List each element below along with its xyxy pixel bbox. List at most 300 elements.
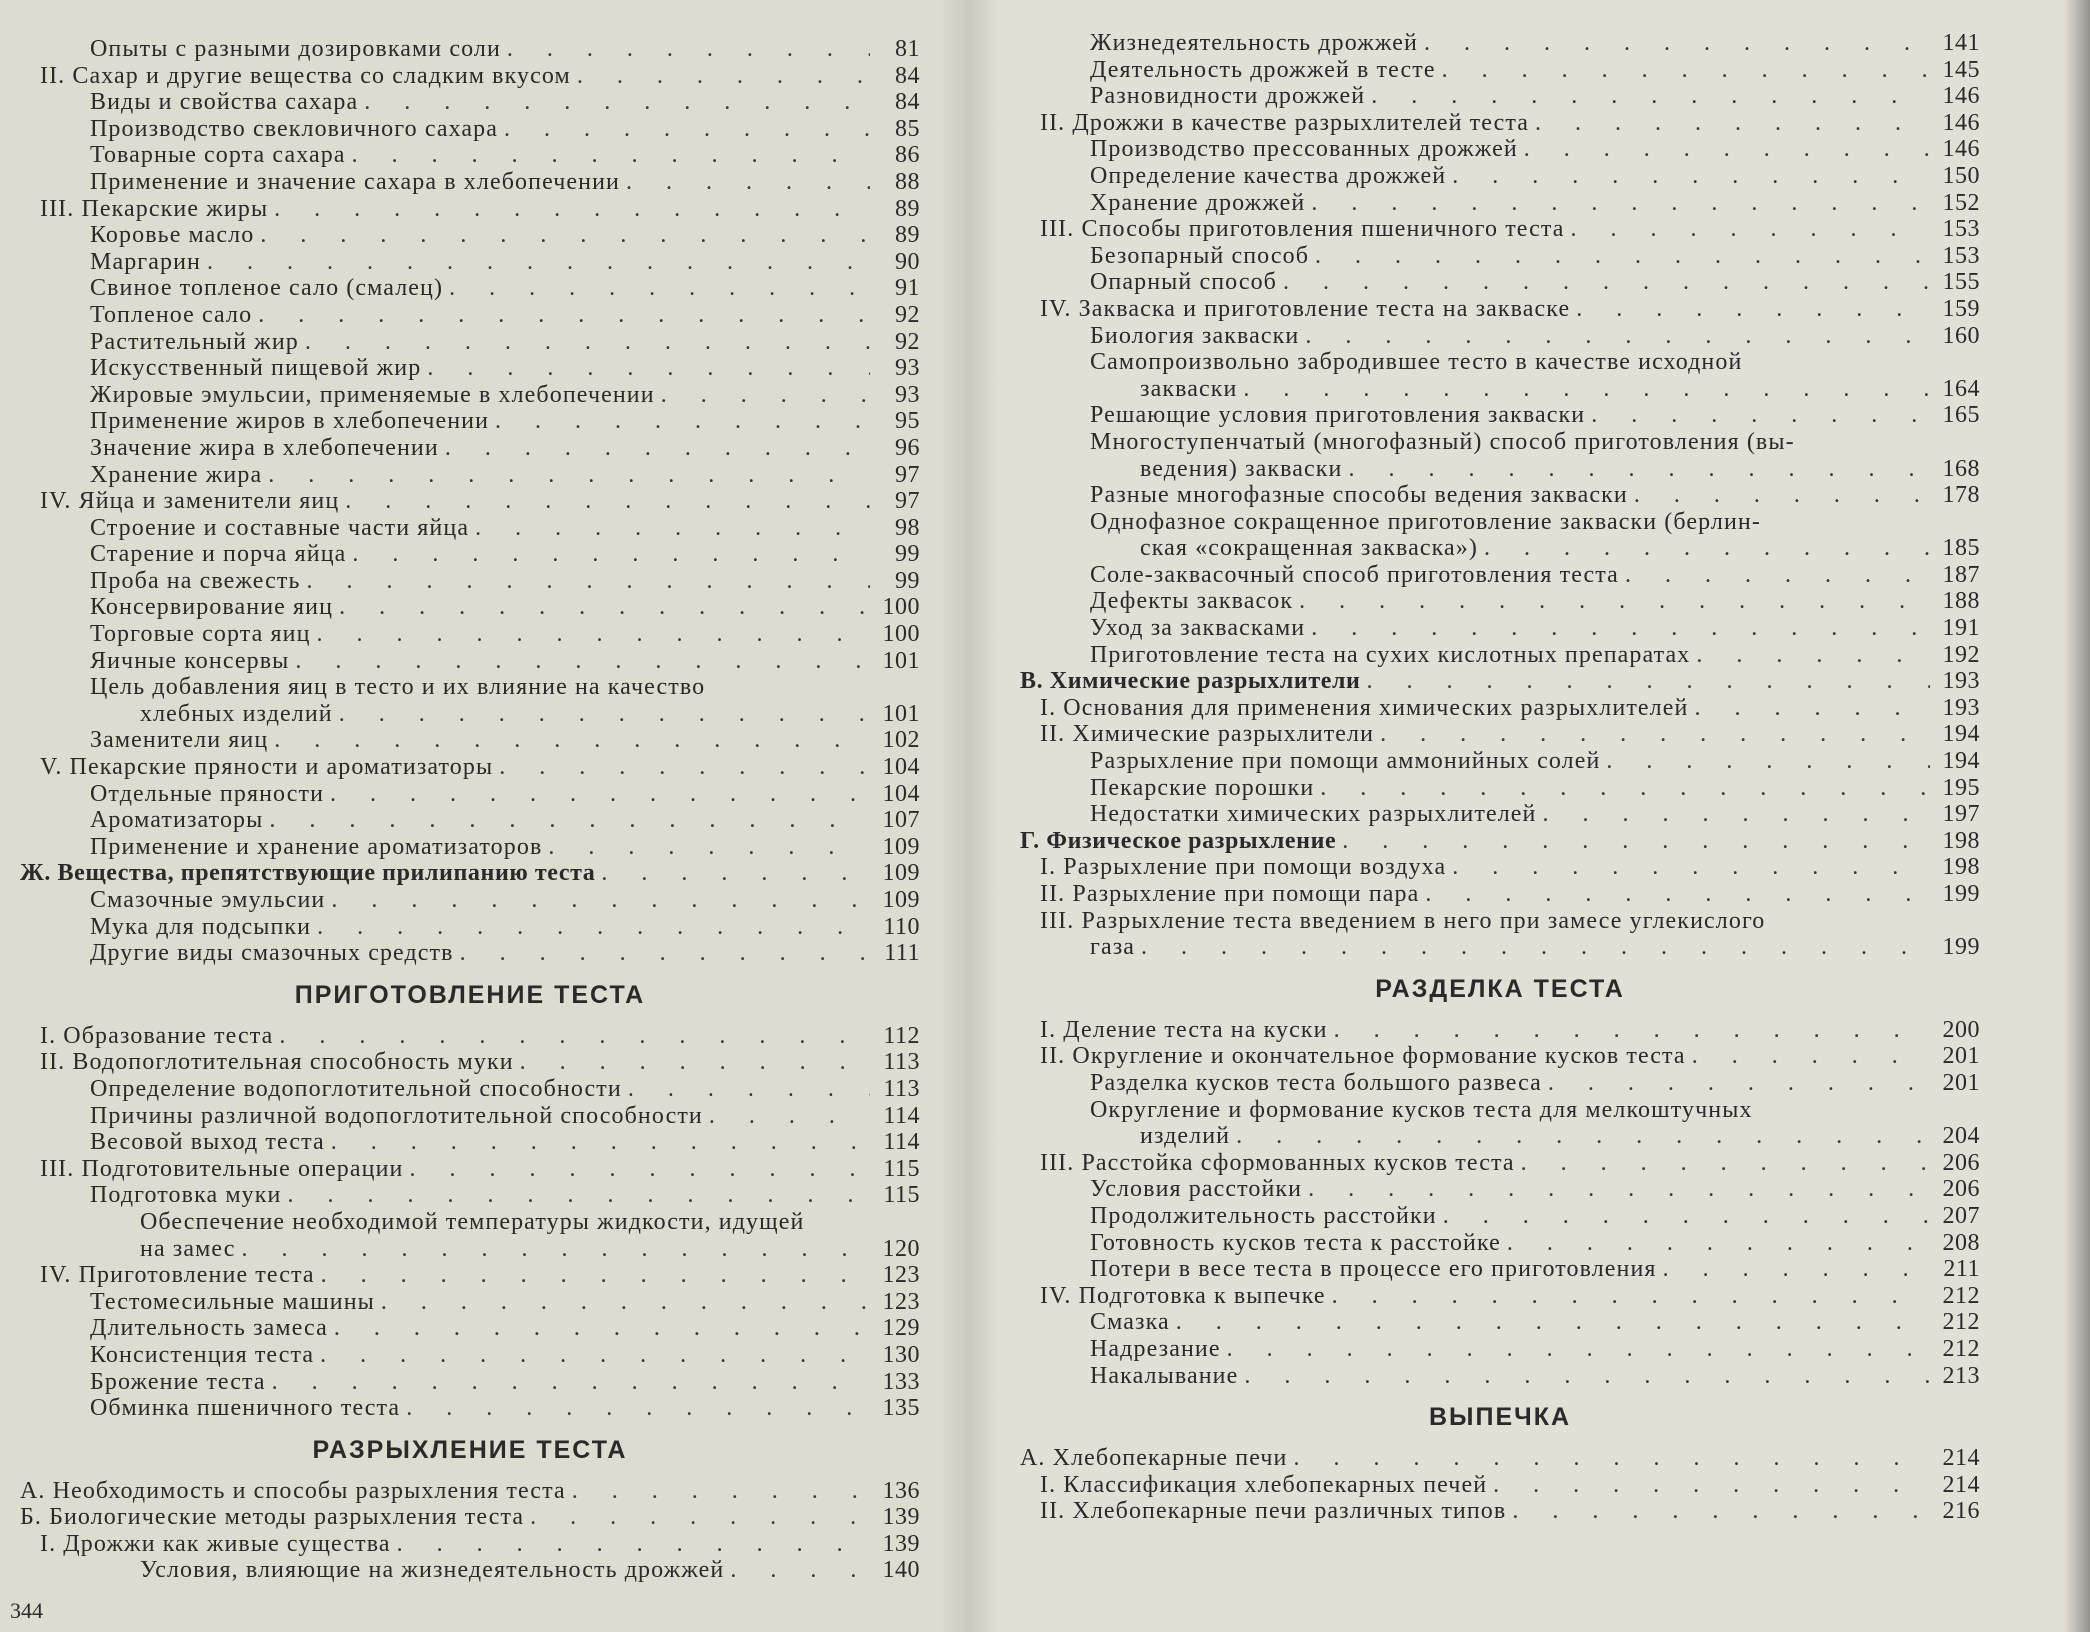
toc-entry <box>1020 934 1980 961</box>
toc-entry-title: Причины различной водопоглотительной способности <box>90 1102 703 1129</box>
toc-entry-title: А. Хлебопекарные печи <box>1020 1445 1288 1472</box>
toc-entry <box>20 488 920 515</box>
toc-entry-page: 212 <box>1942 1309 1980 1336</box>
dot-leader <box>628 1076 870 1103</box>
toc-entry-title: Б. Биологические методы разрыхления теста <box>20 1504 525 1531</box>
toc-entry-title: Опыты с разными дозировками соли <box>90 36 501 62</box>
toc-entry-title: Топленое сало <box>90 301 253 328</box>
toc-right <box>1020 30 1980 1525</box>
toc-entry-title: Биология закваски <box>1090 322 1300 349</box>
toc-entry-title: закваски <box>1140 375 1238 402</box>
toc-entry-page: 198 <box>1942 854 1980 881</box>
toc-entry <box>1020 1256 1980 1283</box>
toc-entry-page: 159 <box>1942 295 1980 322</box>
toc-entry-page: 133 <box>882 1368 920 1395</box>
toc-entry-title: IV. Приготовление теста <box>40 1262 315 1289</box>
toc-entry-page: 165 <box>1942 402 1980 429</box>
dot-leader <box>504 116 870 143</box>
dot-leader <box>397 1531 870 1558</box>
right-page <box>960 0 2090 1632</box>
toc-entry <box>20 674 920 701</box>
toc-entry-page: 86 <box>895 142 920 169</box>
toc-entry <box>20 1182 920 1209</box>
toc-entry <box>20 568 920 595</box>
toc-entry <box>20 1236 920 1263</box>
toc-entry-page: 197 <box>1942 801 1980 828</box>
toc-entry-page: 104 <box>882 780 920 807</box>
toc-entry <box>1020 642 1980 669</box>
toc-entry-page: 207 <box>1942 1202 1980 1229</box>
toc-entry-title: Значение жира в хлебопечении <box>90 434 439 461</box>
toc-entry-title: Применение и значение сахара в хлебопечении <box>90 168 620 195</box>
toc-entry-title: Производство свекловичного сахара <box>90 115 499 142</box>
toc-entry <box>20 648 920 675</box>
toc-entry-page: 212 <box>1942 1282 1980 1309</box>
toc-entry <box>20 860 920 887</box>
toc-entry-page: 130 <box>882 1341 920 1368</box>
toc-entry-title: Самопроизвольно забродившее тесто в качестве исходной <box>1090 349 1743 376</box>
toc-entry-title: Г. Физическое разрыхление <box>1020 827 1337 854</box>
toc-entry <box>20 275 920 302</box>
toc-entry-page: 114 <box>883 1129 920 1156</box>
toc-left <box>20 36 920 1584</box>
dot-leader <box>334 1315 870 1342</box>
toc-entry-title: Консервирование яиц <box>90 594 334 621</box>
toc-entry-title: Виды и свойства сахара <box>90 89 359 116</box>
dot-leader <box>572 1478 870 1505</box>
toc-entry <box>1020 1363 1980 1390</box>
toc-entry-title: Накалывание <box>1090 1362 1239 1389</box>
toc-entry-title: Решающие условия приготовления закваски <box>1090 402 1586 429</box>
toc-entry-page: 100 <box>882 594 920 621</box>
toc-entry-title: Старение и порча яйца <box>90 541 347 568</box>
dot-leader <box>1320 775 1930 802</box>
toc-entry <box>20 1478 920 1505</box>
dot-leader <box>381 1289 870 1316</box>
dot-leader <box>1694 695 1930 722</box>
toc-entry-page: 123 <box>882 1288 920 1315</box>
toc-entry <box>20 382 920 409</box>
dot-leader <box>1571 216 1930 243</box>
toc-entry <box>20 355 920 382</box>
toc-entry-page: 191 <box>1942 615 1980 642</box>
toc-entry-title: Многоступенчатый (многофазный) способ приготовления (вы- <box>1090 428 1795 455</box>
toc-entry-title: Условия расстойки <box>1090 1176 1303 1203</box>
toc-entry-page: 146 <box>1942 83 1980 110</box>
toc-entry-title: Брожение теста <box>90 1368 266 1395</box>
section-heading: ВЫПЕЧКА <box>1428 1403 1572 1432</box>
dot-leader <box>1696 642 1930 669</box>
toc-entry-title: Смазочные эмульсии <box>90 887 326 913</box>
dot-leader <box>279 1023 870 1050</box>
dot-leader <box>1176 1309 1930 1336</box>
toc-entry-title: V. Пекарские пряности и ароматизаторы <box>40 754 494 781</box>
page-edge-shadow <box>2064 0 2090 1632</box>
dot-leader <box>548 834 870 861</box>
toc-entry <box>1020 1043 1980 1070</box>
toc-entry-title: IV. Закваска и приготовление теста на закваске <box>1040 295 1571 322</box>
toc-entry-page: 193 <box>1942 694 1980 721</box>
toc-entry <box>20 89 920 116</box>
toc-entry-page: 208 <box>1942 1229 1980 1256</box>
dot-leader <box>530 1504 870 1531</box>
dot-leader <box>1425 881 1930 908</box>
toc-entry-page: 120 <box>882 1235 920 1262</box>
dot-leader <box>1305 323 1930 350</box>
toc-entry <box>1020 1070 1980 1097</box>
dot-leader <box>1315 243 1930 270</box>
toc-entry-title: Растительный жир <box>90 328 299 355</box>
toc-entry <box>1020 402 1980 429</box>
dot-leader <box>330 781 870 808</box>
toc-entry-page: 110 <box>883 913 920 940</box>
toc-entry <box>20 515 920 542</box>
toc-entry-page: 85 <box>895 115 920 142</box>
toc-entry-page: 194 <box>1942 748 1980 775</box>
toc-entry-title: Другие виды смазочных средств <box>90 940 454 967</box>
dot-leader <box>1521 1150 1930 1177</box>
toc-entry-title: Искусственный пищевой жир <box>90 355 422 382</box>
toc-entry <box>20 169 920 196</box>
toc-entry <box>1020 615 1980 642</box>
toc-entry-page: 201 <box>1942 1043 1980 1070</box>
dot-leader <box>345 488 870 515</box>
dot-leader <box>1493 1472 1930 1499</box>
toc-entry <box>1020 748 1980 775</box>
dot-leader <box>331 887 870 914</box>
toc-entry <box>1020 163 1980 190</box>
toc-entry-page: 168 <box>1942 455 1980 482</box>
toc-entry-page: 123 <box>882 1262 920 1289</box>
toc-entry <box>1020 296 1980 323</box>
dot-leader <box>1332 1283 1930 1310</box>
toc-entry <box>20 1289 920 1316</box>
toc-entry-page: 206 <box>1942 1149 1980 1176</box>
toc-entry <box>1020 588 1980 615</box>
toc-entry-title: Подготовка муки <box>90 1182 282 1209</box>
dot-leader <box>268 462 870 489</box>
toc-entry-page: 88 <box>895 168 920 195</box>
dot-leader <box>1244 1363 1930 1390</box>
toc-entry-page: 164 <box>1942 375 1980 402</box>
toc-entry <box>1020 216 1980 243</box>
dot-leader <box>1424 30 1930 57</box>
toc-entry-page: 140 <box>882 1557 920 1584</box>
toc-entry-title: II. Химические разрыхлители <box>1040 721 1375 748</box>
toc-entry <box>1020 1176 1980 1203</box>
dot-leader <box>495 408 870 435</box>
toc-entry <box>20 36 920 63</box>
toc-entry-title: Однофазное сокращенное приготовление закваски (берлин- <box>1090 508 1761 535</box>
toc-entry-page: 97 <box>895 488 920 515</box>
toc-entry <box>1020 57 1980 84</box>
toc-entry-title: Заменители яиц <box>90 727 269 754</box>
dot-leader <box>507 36 870 63</box>
toc-entry-page: 111 <box>884 940 920 967</box>
toc-entry-page: 102 <box>882 727 920 754</box>
toc-entry <box>1020 801 1980 828</box>
toc-entry-title: Ж. Вещества, препятствующие прилипанию теста <box>20 860 596 887</box>
toc-entry-page: 93 <box>895 381 920 408</box>
toc-entry <box>1020 482 1980 509</box>
dot-leader <box>269 807 870 834</box>
toc-entry <box>1020 349 1980 376</box>
dot-leader <box>1293 1445 1930 1472</box>
toc-entry-title: хлебных изделий <box>140 700 333 727</box>
toc-entry <box>20 940 920 967</box>
toc-entry <box>1020 854 1980 881</box>
dot-leader <box>449 275 870 302</box>
dot-leader <box>317 621 870 648</box>
toc-entry-title: Хранение дрожжей <box>1090 189 1306 216</box>
toc-entry-title: газа <box>1090 934 1136 961</box>
dot-leader <box>307 568 871 595</box>
dot-leader <box>317 914 870 941</box>
toc-entry <box>20 887 920 914</box>
toc-entry-title: Разновидности дрожжей <box>1090 83 1366 110</box>
toc-entry <box>20 249 920 276</box>
toc-entry <box>1020 1150 1980 1177</box>
toc-entry <box>20 435 920 462</box>
toc-entry <box>1020 1230 1980 1257</box>
dot-leader <box>1348 456 1930 483</box>
dot-leader <box>1548 1070 1930 1097</box>
dot-leader <box>242 1236 870 1263</box>
toc-entry-page: 195 <box>1942 774 1980 801</box>
toc-entry-page: 91 <box>895 275 920 302</box>
toc-entry-title: Обминка пшеничного теста <box>90 1395 401 1422</box>
toc-entry-page: 193 <box>1942 668 1980 695</box>
dot-leader <box>1236 1123 1930 1150</box>
toc-entry-title: Разные многофазные способы ведения закваски <box>1090 482 1628 509</box>
toc-entry <box>1020 269 1980 296</box>
toc-entry-page: 204 <box>1942 1123 1980 1150</box>
toc-entry <box>20 754 920 781</box>
toc-entry-title: Жизнедеятельность дрожжей <box>1090 30 1418 56</box>
dot-leader <box>409 1156 870 1183</box>
dot-leader <box>1524 136 1930 163</box>
toc-entry <box>20 222 920 249</box>
toc-entry-title: II. Округление и окончательное формование кусков теста <box>1040 1043 1686 1070</box>
toc-entry-page: 112 <box>883 1022 920 1049</box>
toc-entry-title: ская «сокращенная закваска») <box>1140 535 1478 562</box>
toc-entry-title: Производство прессованных дрожжей <box>1090 136 1518 163</box>
toc-entry <box>1020 429 1980 456</box>
toc-entry-title: на замес <box>140 1235 236 1262</box>
toc-entry <box>20 1103 920 1130</box>
toc-entry-title: II. Водопоглотительная способность муки <box>40 1049 514 1076</box>
toc-entry-page: 95 <box>895 408 920 435</box>
toc-entry-page: 199 <box>1942 881 1980 907</box>
toc-entry <box>20 1395 920 1422</box>
toc-entry-page: 129 <box>882 1315 920 1342</box>
toc-entry-title: Приготовление теста на сухих кислотных препаратах <box>1090 641 1691 668</box>
toc-entry-page: 178 <box>1942 482 1980 509</box>
toc-entry-page: 97 <box>895 461 920 488</box>
toc-entry-page: 114 <box>883 1102 920 1129</box>
toc-entry-title: Определение качества дрожжей <box>1090 162 1447 189</box>
toc-entry-title: Длительность замеса <box>90 1315 328 1342</box>
toc-entry <box>20 541 920 568</box>
dot-leader <box>1334 1017 1930 1044</box>
toc-entry <box>1020 828 1980 855</box>
dot-leader <box>601 860 870 887</box>
toc-entry <box>20 1369 920 1396</box>
toc-entry-page: 92 <box>895 301 920 328</box>
toc-entry-title: Разделка кусков теста большого развеса <box>1090 1069 1542 1096</box>
dot-leader <box>1442 57 1930 84</box>
toc-entry-page: 192 <box>1942 641 1980 668</box>
toc-entry-title: Консистенция теста <box>90 1341 315 1368</box>
toc-entry <box>1020 190 1980 217</box>
toc-entry-title: Применение жиров в хлебопечении <box>90 408 490 435</box>
toc-entry-title: Недостатки химических разрыхлителей <box>1090 801 1537 828</box>
toc-entry-page: 146 <box>1942 136 1980 163</box>
toc-entry-page: 185 <box>1942 535 1980 562</box>
dot-leader <box>499 754 870 781</box>
toc-entry <box>20 1076 920 1103</box>
toc-entry <box>1020 1203 1980 1230</box>
toc-entry-page: 187 <box>1942 561 1980 588</box>
toc-entry <box>1020 1472 1980 1499</box>
dot-leader <box>475 515 870 542</box>
toc-entry-title: Округление и формование кусков теста для мелкоштучных <box>1090 1096 1753 1123</box>
toc-entry-page: 101 <box>882 647 920 674</box>
toc-entry-title: Смазка <box>1090 1309 1170 1336</box>
toc-entry <box>20 621 920 648</box>
dot-leader <box>352 541 870 568</box>
toc-entry-title: II. Дрожжи в качестве разрыхлителей теста <box>1040 109 1530 136</box>
toc-entry-page: 200 <box>1942 1016 1980 1043</box>
dot-leader <box>1692 1043 1930 1070</box>
toc-entry <box>20 1315 920 1342</box>
toc-entry-title: Тестомесильные машины <box>90 1288 375 1315</box>
toc-entry-page: 152 <box>1942 189 1980 216</box>
dot-leader <box>274 196 870 223</box>
toc-entry-title: Готовность кусков теста к расстойке <box>1090 1229 1501 1256</box>
dot-leader <box>1299 588 1930 615</box>
toc-entry <box>1020 376 1980 403</box>
toc-entry-page: 214 <box>1942 1471 1980 1498</box>
toc-entry-page: 109 <box>882 860 920 887</box>
dot-leader <box>352 142 870 169</box>
toc-entry-title: Опарный способ <box>1090 269 1277 296</box>
toc-entry-page: 98 <box>895 514 920 541</box>
toc-entry-title: Товарные сорта сахара <box>90 142 346 169</box>
toc-entry-title: Цель добавления яиц в тесто и их влияние на качество <box>90 674 706 701</box>
dot-leader <box>1484 535 1930 562</box>
dot-leader <box>427 355 870 382</box>
toc-entry-title: Определение водопоглотительной способности <box>90 1075 622 1102</box>
dot-leader <box>1311 615 1930 642</box>
dot-leader <box>730 1557 870 1584</box>
toc-entry-title: Коровье масло <box>90 222 255 249</box>
toc-entry-title: III. Расстойка сформованных кусков теста <box>1040 1149 1515 1176</box>
left-page <box>0 0 960 1632</box>
toc-entry <box>1020 110 1980 137</box>
toc-entry <box>1020 136 1980 163</box>
toc-entry <box>20 1129 920 1156</box>
dot-leader <box>274 727 870 754</box>
dot-leader <box>1283 269 1930 296</box>
section-heading: ПРИГОТОВЛЕНИЕ ТЕСТА <box>294 980 646 1009</box>
toc-entry <box>1020 456 1980 483</box>
dot-leader <box>1452 854 1930 881</box>
toc-entry-page: 214 <box>1942 1445 1980 1472</box>
toc-entry <box>1020 721 1980 748</box>
toc-entry-page: 216 <box>1942 1498 1980 1525</box>
toc-entry-title: Отдельные пряности <box>90 780 325 807</box>
dot-leader <box>1512 1498 1930 1525</box>
toc-entry-title: Надрезание <box>1090 1335 1221 1362</box>
toc-entry-page: 89 <box>895 222 920 249</box>
toc-entry-title: III. Подготовительные операции <box>40 1155 404 1182</box>
toc-entry <box>1020 775 1980 802</box>
dot-leader <box>1625 562 1930 589</box>
dot-leader <box>577 63 870 90</box>
toc-entry-title: Продолжительность расстойки <box>1090 1202 1437 1229</box>
toc-entry-title: II. Сахар и другие вещества со сладким вкусом <box>40 62 571 89</box>
toc-entry-title: II. Хлебопекарные печи различных типов <box>1040 1498 1507 1525</box>
toc-entry-title: Обеспечение необходимой температуры жидкости, идущей <box>140 1208 805 1235</box>
dot-leader <box>260 222 870 249</box>
toc-entry <box>20 302 920 329</box>
toc-entry-page: 201 <box>1942 1069 1980 1096</box>
dot-leader <box>1227 1336 1930 1363</box>
dot-leader <box>406 1395 870 1422</box>
toc-entry <box>1020 243 1980 270</box>
dot-leader <box>1634 482 1930 509</box>
dot-leader <box>445 435 870 462</box>
toc-entry-title: Деятельность дрожжей в тесте <box>1090 56 1436 83</box>
dot-leader <box>1371 83 1930 110</box>
toc-entry-page: 141 <box>1942 30 1980 56</box>
toc-entry-page: 100 <box>882 621 920 648</box>
toc-entry-title: III. Способы приготовления пшеничного теста <box>1040 216 1565 243</box>
dot-leader <box>1542 801 1930 828</box>
toc-entry-page: 90 <box>895 248 920 275</box>
toc-entry-page: 113 <box>883 1049 920 1076</box>
toc-entry-title: Хранение жира <box>90 461 263 488</box>
toc-entry-title: Условия, влияющие на жизнедеятельность дрожжей <box>140 1557 725 1584</box>
toc-entry-title: В. Химические разрыхлители <box>1020 668 1361 695</box>
toc-entry-title: Уход за заквасками <box>1090 615 1306 642</box>
toc-entry <box>1020 30 1980 57</box>
dot-leader <box>364 89 870 116</box>
dot-leader <box>1380 721 1930 748</box>
toc-entry <box>1020 323 1980 350</box>
dot-leader <box>339 701 870 728</box>
dot-leader <box>1141 934 1930 961</box>
dot-leader <box>626 169 870 196</box>
toc-entry <box>20 1209 920 1236</box>
section-heading: РАЗДЕЛКА ТЕСТА <box>1375 974 1625 1003</box>
toc-entry <box>1020 1017 1980 1044</box>
section-heading: РАЗРЫХЛЕНИЕ ТЕСТА <box>312 1435 628 1464</box>
toc-entry-page: 213 <box>1942 1362 1980 1389</box>
dot-leader <box>1606 748 1930 775</box>
dot-leader <box>1308 1176 1930 1203</box>
toc-entry <box>20 142 920 169</box>
toc-entry-page: 153 <box>1942 216 1980 243</box>
dot-leader <box>321 1262 870 1289</box>
toc-entry-title: I. Деление теста на куски <box>1040 1016 1328 1043</box>
dot-leader <box>305 329 870 356</box>
toc-entry-title: Строение и составные части яйца <box>90 514 470 541</box>
toc-entry-page: 211 <box>1943 1256 1980 1283</box>
dot-leader <box>258 302 870 329</box>
dot-leader <box>1663 1256 1930 1283</box>
